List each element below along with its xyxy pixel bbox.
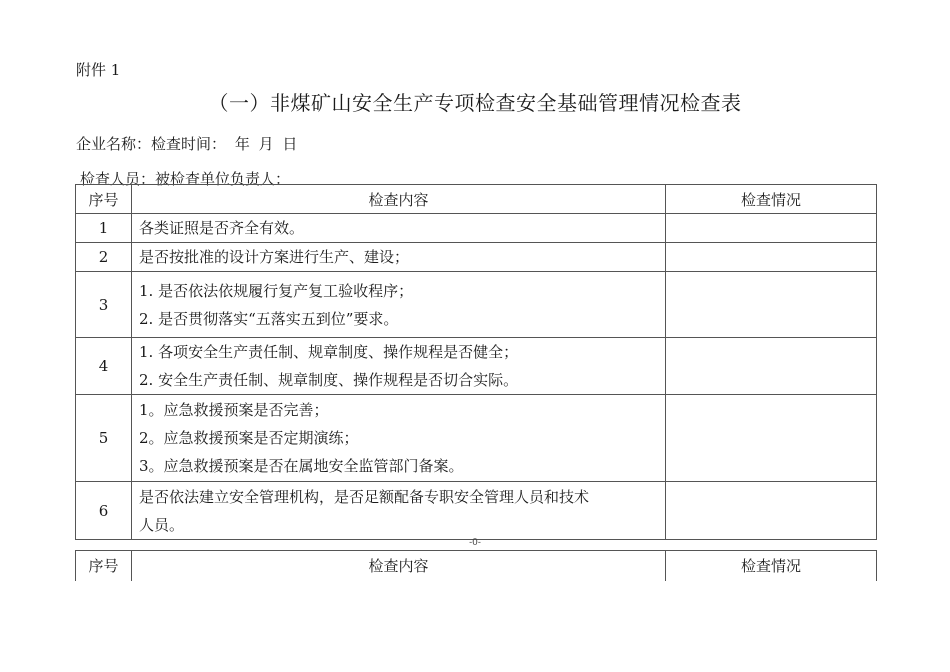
page-number: -0- xyxy=(469,538,481,548)
company-time-line xyxy=(76,133,297,154)
table-row xyxy=(76,272,877,338)
row-status-cell xyxy=(666,395,877,482)
day-label: 日 xyxy=(282,135,298,153)
document-title: （一）非煤矿山安全生产专项检查安全基础管理情况检查表 xyxy=(208,91,742,115)
content-line: 2. 是否贯彻落实“五落实五到位”要求。 xyxy=(139,309,399,328)
row-number: 1 xyxy=(76,214,132,243)
row-number: 2 xyxy=(76,243,132,272)
table-row xyxy=(76,214,877,243)
inspection-table xyxy=(75,184,877,540)
content-line: 人员。 xyxy=(139,515,185,534)
inspection-table-continued xyxy=(75,550,877,581)
content-line: 是否依法建立安全管理机构，是否足额配备专职安全管理人员和技术 xyxy=(139,487,590,506)
company-name-label: 企业名称： xyxy=(76,135,152,153)
row-content xyxy=(132,243,666,272)
row-status-cell xyxy=(666,338,877,395)
content-line: 2. 安全生产责任制、规章制度、操作规程是否切合实际。 xyxy=(139,371,519,389)
row-number: 4 xyxy=(76,338,132,395)
row-status-cell xyxy=(666,214,877,243)
table-row xyxy=(76,395,877,482)
content-line: 3。应急救援预案是否在属地安全监管部门备案。 xyxy=(139,457,464,475)
row-number: 3 xyxy=(76,272,132,338)
header-content: 检查内容 xyxy=(132,185,666,214)
row-content xyxy=(132,482,666,540)
row-status-cell xyxy=(666,482,877,540)
row-content xyxy=(132,395,666,482)
year-label: 年 xyxy=(234,135,250,153)
row-content xyxy=(132,214,666,243)
table-row xyxy=(76,482,877,540)
header-status: 检查情况 xyxy=(666,551,877,581)
table-header-row xyxy=(76,185,877,214)
inspector-line: 检查人员：被检查单位负责人： xyxy=(80,170,291,188)
header-content: 检查内容 xyxy=(132,551,666,581)
content-line: 1. 各项安全生产责任制、规章制度、操作规程是否健全； xyxy=(139,343,519,361)
content-line: 是否按批准的设计方案进行生产、建设； xyxy=(139,248,410,266)
row-number: 5 xyxy=(76,395,132,482)
month-label: 月 xyxy=(258,135,274,153)
row-status-cell xyxy=(666,243,877,272)
inspection-time-label: 检查时间： xyxy=(151,135,227,153)
row-number: 6 xyxy=(76,482,132,540)
content-line: 1。应急救援预案是否完善； xyxy=(139,401,329,419)
table-row xyxy=(76,338,877,395)
header-status: 检查情况 xyxy=(666,185,877,214)
content-line: 各类证照是否齐全有效。 xyxy=(139,219,305,237)
table-row xyxy=(76,243,877,272)
header-no: 序号 xyxy=(76,551,132,581)
table-header-row xyxy=(76,551,877,581)
attachment-label: 附件 1 xyxy=(76,61,121,79)
header-no: 序号 xyxy=(76,185,132,214)
row-content xyxy=(132,338,666,395)
content-line: 1. 是否依法依规履行复产复工验收程序； xyxy=(139,281,414,300)
content-line: 2。应急救援预案是否定期演练； xyxy=(139,429,359,447)
row-status-cell xyxy=(666,272,877,338)
row-content xyxy=(132,272,666,338)
